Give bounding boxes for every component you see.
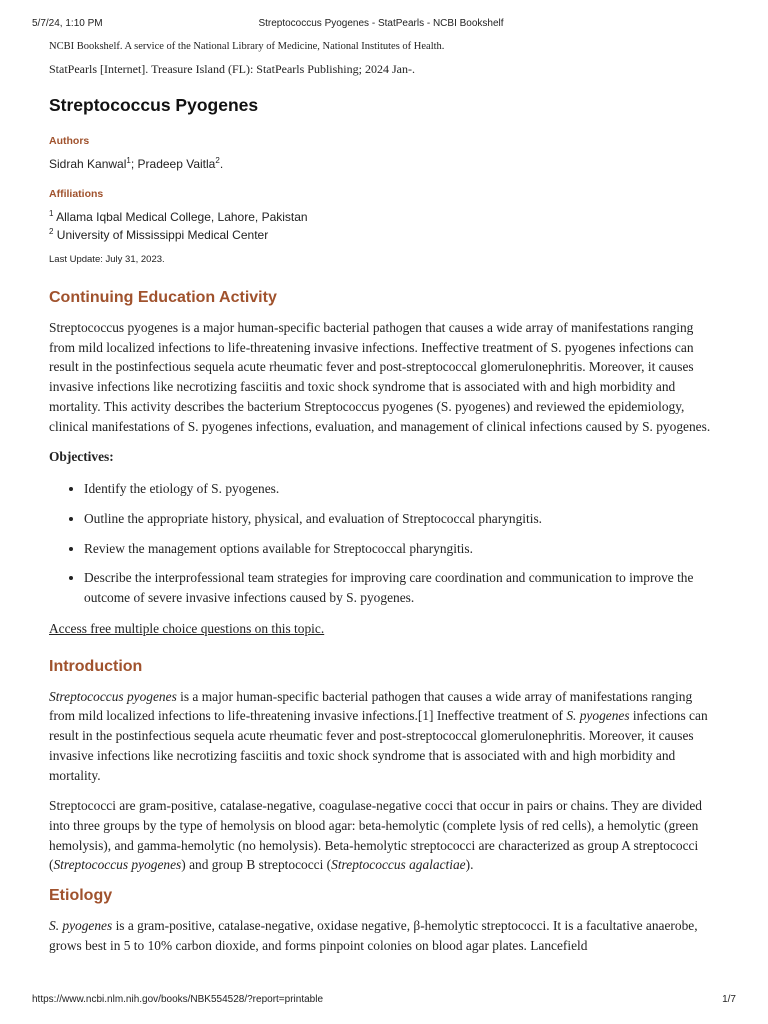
author-affil-sup: 1 [126, 156, 131, 165]
cea-paragraph: Streptococcus pyogenes is a major human-specific bacterial pathogen that causes a wide array of manifestations ranging from mild localized infections to life-threatening invasive infections. Ineffective treatment of S. pyogenes infections can result in the postinfectious sequela acute rheumatic fever and post-streptococcal glomerulonephritis. Moreover, it causes invasive infections like necrotizing fasciitis and toxic shock syndrome that is associated with and high morbidity and mortality. This activity describes the bacterium Streptococcus pyogenes (S. pyogenes) and reviewed the epidemiology, clinical manifestations of S. pyogenes infections, evaluation, and management of clinical infections caused by S. pyogenes. [49, 320, 711, 434]
objectives-label: Objectives: [49, 449, 114, 465]
intro-paragraph-2 [49, 796, 713, 875]
affiliation-item [49, 209, 713, 225]
objective-item: • Identify the etiology of S. pyogenes. [84, 479, 713, 499]
affiliations-list [49, 209, 713, 243]
text-run: ). [465, 857, 474, 873]
affiliation-sup: 2 [49, 227, 54, 236]
species-name: Streptococcus pyogenes [53, 857, 182, 873]
print-header [32, 18, 730, 32]
print-url: https://www.ncbi.nlm.nih.gov/books/NBK554528/?report=printable [32, 994, 324, 1005]
affiliation-item [49, 227, 713, 243]
authors-label: Authors [49, 135, 90, 147]
print-datetime: 5/7/24, 1:10 PM [32, 18, 103, 29]
etiology-paragraph [49, 916, 713, 955]
affiliation-text: University of Mississippi Medical Center [56, 228, 269, 242]
objective-item: • Outline the appropriate history, physical, and evaluation of Streptococcal pharyngitis. [84, 509, 713, 529]
text-run: Streptococci are gram-positive, catalase-negative, coagulase-negative cocci that occur in pairs or chains. They are divided into three groups by the type of hemolysis on blood agar: beta-hemolytic (complete lysis of red cells), a hemolytic (green hemolysis), and gamma-hemolytic (no hemolysis). Beta-hemolytic streptococci are characterized as group A streptococci ( [49, 798, 703, 873]
species-name: S. pyogenes [49, 918, 113, 934]
text-run: infections can result in the postinfectious sequela acute rheumatic fever and post-streptococcal glomerulonephritis. Moreover, it causes invasive infections like necrotizing fasciitis and toxic shock syndrome that is associated with and high morbidity and mortality. [49, 708, 708, 783]
text-run: is a major human-specific bacterial pathogen that causes a wide array of manifestations ranging from mild localized infections to life-threatening invasive infections.[1] Ineffective treatment of [49, 688, 693, 724]
document-content [49, 40, 713, 966]
page-title: Streptococcus Pyogenes [49, 95, 259, 115]
species-name: S. pyogenes [566, 708, 630, 724]
affiliation-text: Allama Iqbal Medical College, Lahore, Pakistan [56, 210, 308, 224]
statpearls-citation: StatPearls [Internet]. Treasure Island (FL): StatPearls Publishing; 2024 Jan-. [49, 62, 415, 76]
intro-paragraph-1 [49, 687, 713, 786]
author-name[interactable]: Pradeep Vaitla [137, 157, 216, 171]
print-page-title: Streptococcus Pyogenes - StatPearls - NCBI Bookshelf [258, 18, 504, 29]
text-run: is a gram-positive, catalase-negative, oxidase negative, β-hemolytic streptococci. It is a facultative anaerobe, grows best in 5 to 10% carbon dioxide, and forms pinpoint colonies on blood agar plates. Lancefield [49, 918, 698, 953]
section-heading-introduction: Introduction [49, 657, 143, 675]
authors-list [49, 156, 713, 172]
affiliations-label: Affiliations [49, 188, 104, 200]
objective-item: • Describe the interprofessional team strategies for improving care coordination and communication to improve the outcome of severe invasive infections caused by S. pyogenes. [84, 568, 713, 607]
page-number: 1/7 [722, 994, 736, 1005]
species-name: Streptococcus pyogenes [49, 688, 177, 704]
objective-item: • Review the management options available for Streptococcal pharyngitis. [84, 539, 713, 559]
last-update: Last Update: July 31, 2023. [49, 254, 165, 265]
section-heading-continuing-education: Continuing Education Activity [49, 289, 277, 306]
text-run: ) and group B streptococci ( [181, 857, 332, 873]
author-name[interactable]: Sidrah Kanwal [49, 157, 127, 171]
author-affil-sup: 2 [215, 156, 220, 165]
mcq-link[interactable]: Access free multiple choice questions on this topic. [49, 620, 325, 636]
print-footer [32, 994, 736, 1008]
author-separator: . [219, 157, 224, 171]
objectives-list [49, 479, 713, 608]
ncbi-bookshelf-line: NCBI Bookshelf. A service of the National Library of Medicine, National Institutes of Health. [49, 41, 445, 52]
author-separator: ; [130, 157, 138, 171]
section-heading-etiology: Etiology [49, 887, 113, 905]
species-name: Streptococcus agalactiae [331, 857, 466, 873]
affiliation-sup: 1 [49, 209, 54, 218]
